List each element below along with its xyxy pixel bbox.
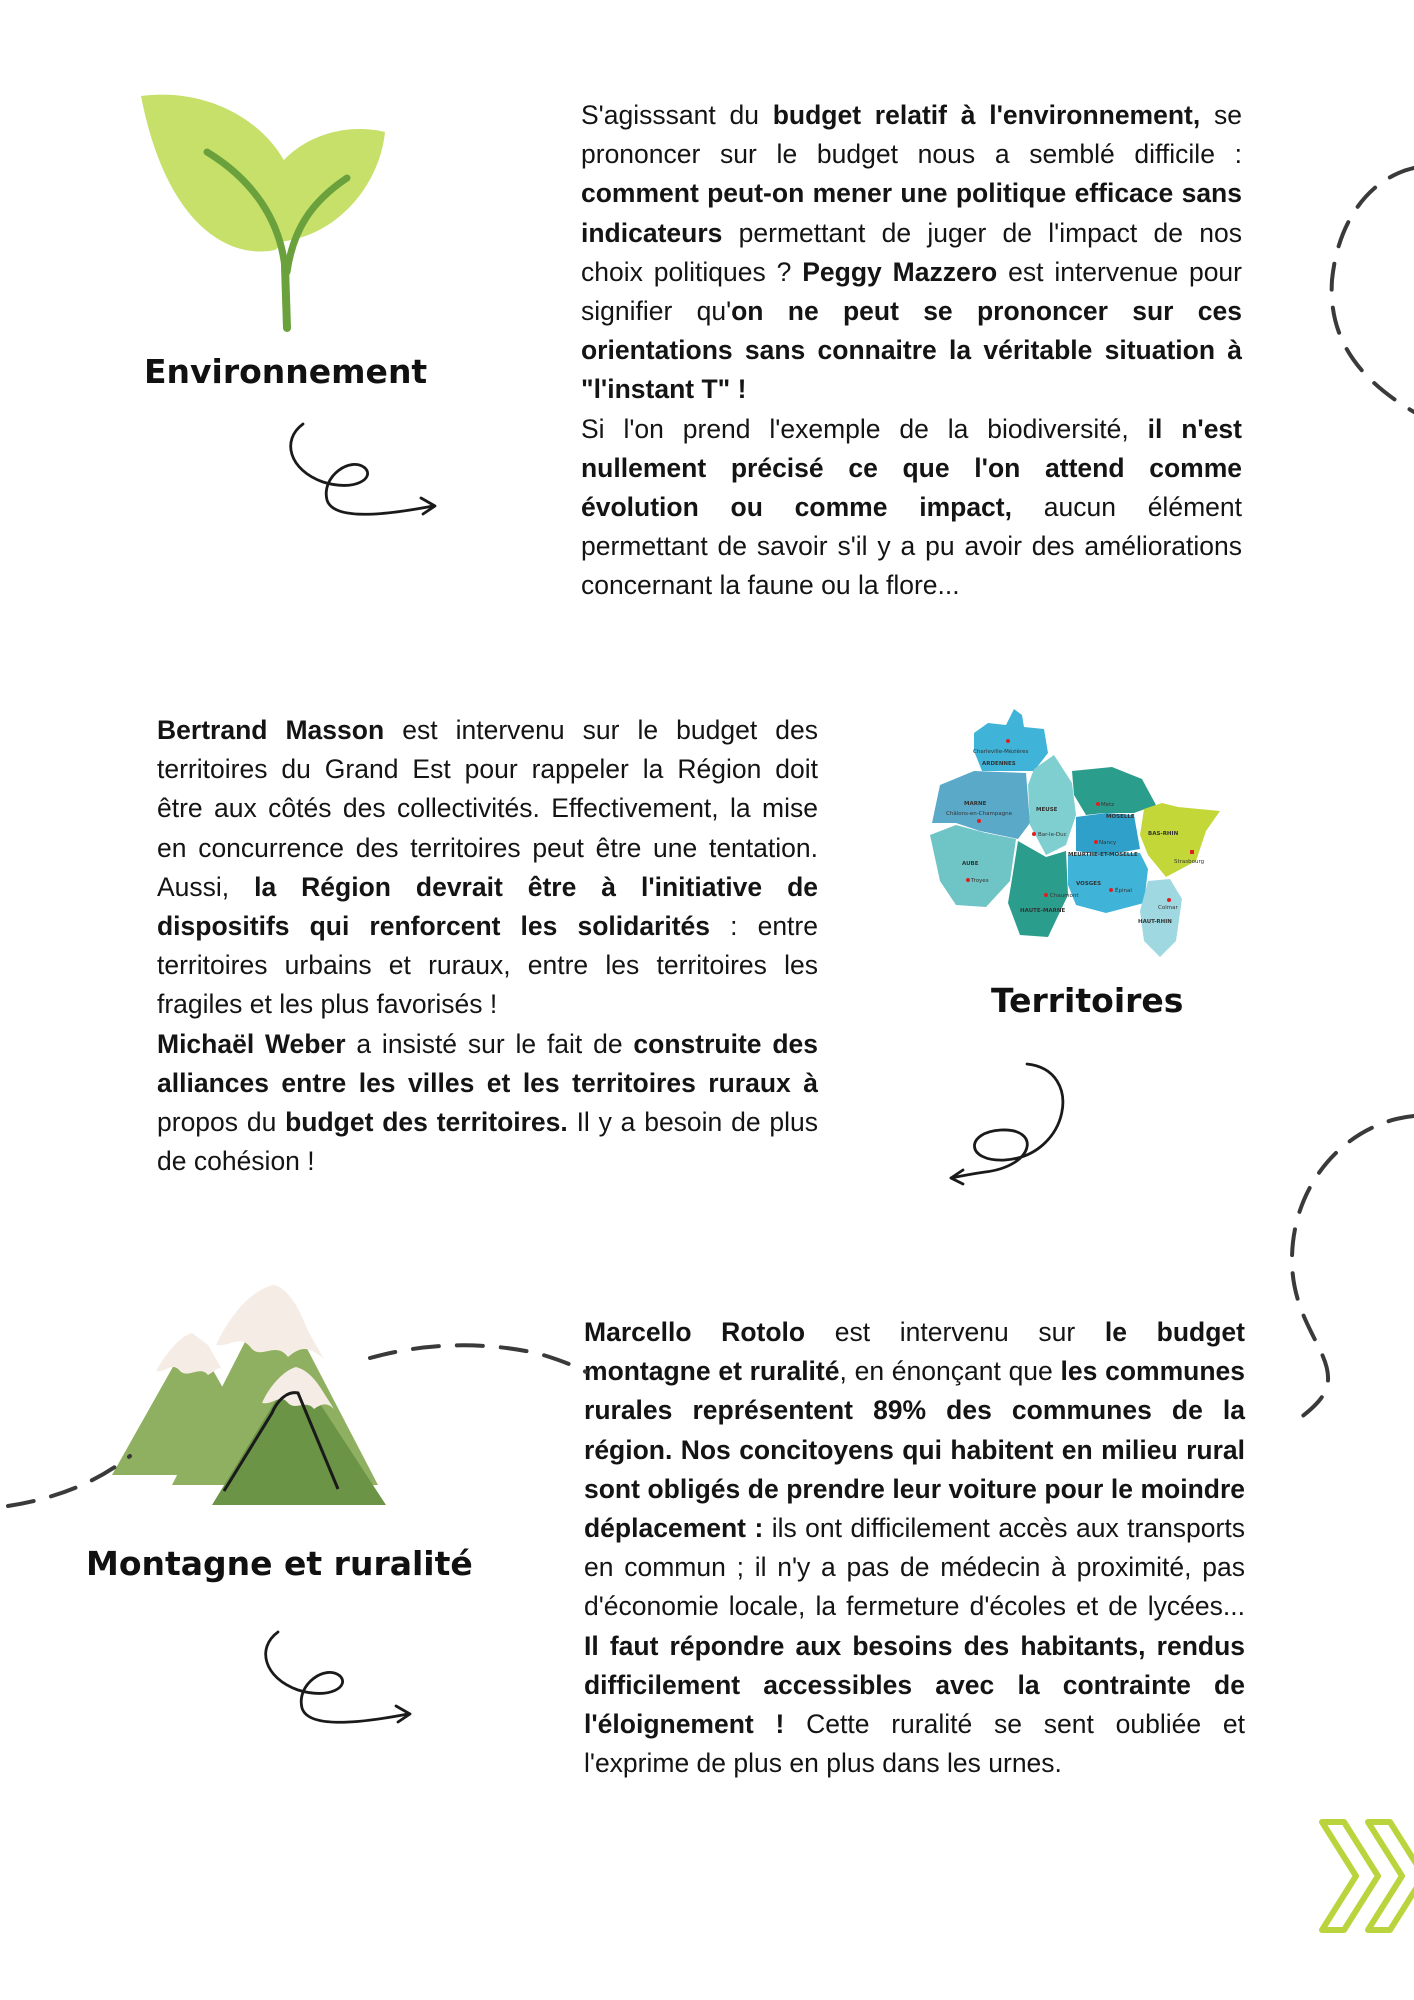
- text-run: Cette ruralité se sent oubliée et l'exprime de plus en plus dans les urnes.: [584, 1709, 1245, 1779]
- bold-text-run: Bertrand Masson: [157, 715, 385, 745]
- map-label-epinal: Épinal: [1115, 888, 1132, 894]
- map-label-vosges: VOSGES: [1076, 881, 1102, 887]
- map-label-charleville: Charleville-Mézières: [973, 749, 1029, 755]
- map-haute-marne: [1008, 841, 1068, 937]
- map-label-bar-le-duc: Bar-le-Duc: [1038, 832, 1067, 838]
- text-run: Il y a besoin de plus de cohésion !: [157, 1107, 818, 1177]
- text-run: se prononcer sur le budget nous a semblé difficile :: [581, 100, 1242, 170]
- map-label-haut-rhin: HAUT-RHIN: [1138, 919, 1172, 925]
- text-run: ils ont difficilement accès aux transports en commun ; il n'y a pas de médecin à proximité, pas d'économie locale, la fermeture d'écoles et de lycées...: [584, 1513, 1245, 1622]
- bold-text-run: budget relatif à l'environnement,: [772, 100, 1201, 130]
- section-heading-territoires: Territoires: [991, 981, 1184, 1020]
- text-run: est intervenue pour signifier qu': [581, 256, 1243, 327]
- bold-text-run: le budget montagne et ruralité: [584, 1317, 1245, 1387]
- curly-arrow-icon: [285, 420, 445, 530]
- text-run: permettant de juger de l'impact de nos choix politiques ?: [581, 217, 1242, 287]
- section-heading-environnement: Environnement: [144, 352, 428, 391]
- dashed-path-right-middle: [1270, 1110, 1414, 1430]
- map-label-meurthe: MEURTHE-ET-MOSELLE: [1068, 852, 1138, 858]
- map-label-strasbourg: Strasbourg: [1174, 859, 1205, 865]
- bold-text-run: Il faut répondre aux besoins des habitants, rendus difficilement accessibles avec la contrainte de l'éloignement !: [584, 1630, 1245, 1740]
- bold-text-run: budget des territoires.: [285, 1107, 568, 1138]
- map-label-troyes: Troyes: [971, 878, 989, 884]
- bold-text-run: Marcello Rotolo: [584, 1317, 806, 1347]
- bold-text-run: il n'est nullement précisé ce que l'on attend comme évolution ou comme impact,: [581, 413, 1242, 523]
- text-run: est intervenu sur le budget des territoires du Grand Est pour rappeler la Région doit être aux côtés des collectivités. Effectivement, la mise en concurrence des territoires peut être une tentation. Aussi,: [157, 715, 818, 902]
- map-label-haute-marne: HAUTE-MARNE: [1020, 908, 1066, 914]
- map-label-chalons: Châlons-en-Champagne: [946, 811, 1013, 817]
- bold-text-run: Peggy Mazzero: [802, 256, 998, 287]
- bold-text-run: construite des alliances entre les villes et les territoires ruraux à: [157, 1028, 819, 1098]
- text-run: aucun élément permettant de savoir s'il y a pu avoir des améliorations concernant la faune ou la flore...: [581, 492, 1242, 601]
- text-run: est intervenu sur: [805, 1317, 1105, 1347]
- grand-est-map: [926, 705, 1226, 963]
- map-label-chaumont: Chaumont: [1050, 893, 1079, 899]
- territoires-paragraph: [157, 711, 818, 1181]
- section-heading-montagne: Montagne et ruralité: [86, 1544, 473, 1583]
- map-label-colmar: Colmar: [1158, 905, 1178, 911]
- map-label-marne: MARNE: [964, 801, 987, 807]
- map-label-metz: Metz: [1101, 802, 1115, 808]
- map-haut-rhin: [1140, 879, 1182, 957]
- chevron-decoration-icon: [1318, 1818, 1414, 1934]
- text-run: : entre territoires urbains et ruraux, entre les territoires les fragiles et les plus favorisés !: [157, 911, 818, 1020]
- bold-text-run: les communes rurales représentent 89% des communes de la région. Nos concitoyens qui habitent en milieu rural sont obligés de prendre leur voiture pour le moindre déplacement :: [584, 1356, 1245, 1544]
- environnement-paragraph: [581, 96, 1242, 606]
- montagne-paragraph: [584, 1313, 1245, 1783]
- map-label-bas-rhin: BAS-RHIN: [1148, 831, 1179, 837]
- text-run: propos du: [157, 1107, 286, 1138]
- dashed-path-left-bottom: [0, 1330, 590, 1520]
- map-bas-rhin: [1140, 803, 1220, 877]
- sprout-icon: [135, 90, 395, 335]
- text-run: , en énonçant que: [839, 1356, 1061, 1387]
- bold-text-run: la Région devrait être à l'initiative de dispositifs qui renforcent les solidarités: [157, 871, 818, 942]
- map-label-nancy: Nancy: [1099, 840, 1117, 846]
- curly-arrow-icon: [260, 1628, 420, 1738]
- curly-arrow-icon: [945, 1060, 1085, 1190]
- dashed-path-right-top: [1320, 160, 1414, 430]
- map-label-meuse: MEUSE: [1036, 807, 1058, 813]
- text-run: a insisté sur le fait de: [345, 1028, 634, 1059]
- text-run: Si l'on prend l'exemple de la biodiversité,: [581, 413, 1148, 444]
- text-run: S'agisssant du: [581, 100, 773, 130]
- bold-text-run: Michaël Weber: [157, 1028, 346, 1059]
- bold-text-run: on ne peut se prononcer sur ces orientations sans connaitre la véritable situation à "l'instant T" !: [581, 296, 1242, 405]
- map-label-ardennes: ARDENNES: [982, 761, 1016, 767]
- map-label-moselle: MOSELLE: [1106, 814, 1135, 820]
- map-label-aube: AUBE: [962, 861, 979, 867]
- bold-text-run: comment peut-on mener une politique efficace sans indicateurs: [581, 178, 1242, 248]
- map-meuse: [1028, 755, 1076, 855]
